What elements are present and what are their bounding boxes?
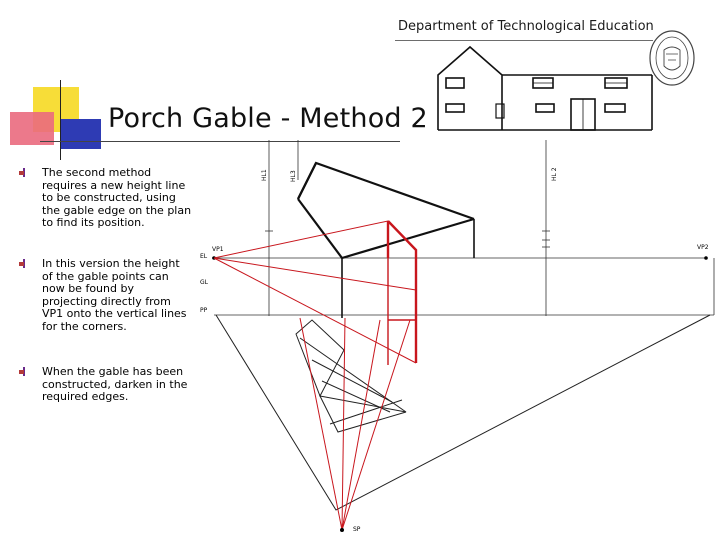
bullet-2-text: In this version the height of the gable points can now be found by projecting directly from VP1 onto the vertical lines for the corners. — [42, 257, 187, 333]
label-vp1: VP1 — [212, 246, 224, 253]
vp2-point — [704, 256, 708, 260]
crest-logo-icon — [650, 31, 694, 85]
label-pp: PP — [200, 307, 208, 314]
perspective-house — [298, 163, 474, 318]
plan-view — [216, 315, 710, 510]
label-hl1: HL1 — [261, 169, 268, 181]
label-hl3: HL3 — [290, 170, 297, 182]
station-point — [340, 528, 344, 532]
label-hl2: HL 2 — [551, 167, 558, 181]
label-vp2: VP2 — [697, 244, 709, 251]
department-header: Department of Technological Education — [398, 19, 654, 34]
bullet-3-text: When the gable has been constructed, darken in the required edges. — [42, 365, 188, 404]
label-gl: GL — [200, 279, 208, 286]
slide-title: Porch Gable - Method 2 — [108, 103, 428, 134]
bullet-1-text: The second method requires a new height line to be constructed, using the gable edge on the plan to find its position. — [42, 166, 192, 230]
label-el: EL — [200, 253, 208, 260]
label-sp: SP — [353, 526, 361, 533]
house-elevation-icon — [438, 47, 652, 130]
